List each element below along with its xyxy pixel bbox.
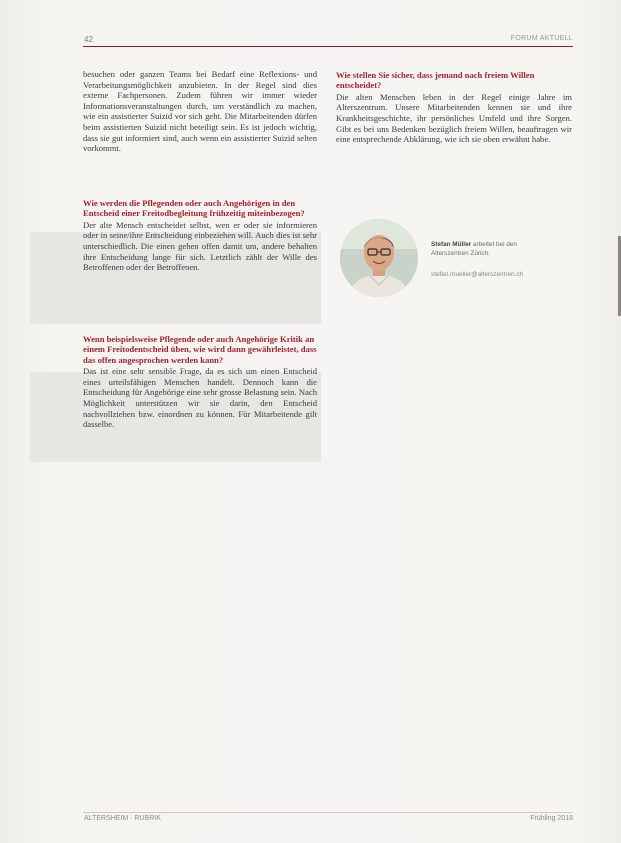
section-header: FORUM AKTUELL xyxy=(510,35,573,42)
left-column xyxy=(83,69,317,154)
footer-right-text: Frühling 2018 xyxy=(530,815,573,822)
author-email: stefan.mueller@alterszentren.ch xyxy=(431,271,524,279)
footer-left-text: ALTERSHEIM · RUBRIK xyxy=(84,815,161,822)
author-role-line1: arbeitet bei den xyxy=(472,241,517,248)
page-number: 42 xyxy=(84,35,93,44)
question-two-answer: Der alte Mensch entscheidet selbst, wen er oder sie informieren oder in seine/ihre Entscheidung einbeziehen will. Auch dies ist sehr unterschiedlich. Die einen gehen offen damit um, andere behalten ihre Entscheidung lange für sich. Letztlich zählt der Wille des Betroffenen oder der Betroffenen. xyxy=(83,219,317,273)
question-two-heading: Wie werden die Pflegenden oder auch Angehörigen in den Entscheid einer Freitodbegleitung frühzeitig miteinbezogen? xyxy=(83,198,305,219)
author-name: Stefan Müller xyxy=(431,241,472,248)
question-two-block xyxy=(83,198,317,273)
question-one-block xyxy=(336,70,572,145)
author-bio xyxy=(431,240,571,280)
header-rule xyxy=(83,46,573,47)
portrait-illustration xyxy=(340,219,418,297)
question-three-block xyxy=(83,334,317,430)
intro-paragraph: besuchen oder ganzen Teams bei Bedarf eine Reflexions- und Verarbeitungsmöglichkeit anzubieten. In der Regel sind dies externe Fachpersonen. Zudem führen wir immer wieder Informationsveranstaltungen durch, um verständlich zu machen, wie ein assistierter Suizid vor sich geht. Die Mitarbeitenden dürfen beim assistierten Suizid nicht beteiligt sein. Es ist jedoch wichtig, dass sie gut informiert sind, auch wenn ein assistierter Suizid selten vorkommt. xyxy=(83,69,317,154)
question-three-answer: Das ist eine sehr sensible Frage, da es sich um einen Entscheid eines urteilsfähigen Menschen handelt. Dennoch kann die Entscheidung für Angehörige eine sehr grosse Belastung sein. Nach Möglichkeit unterstützen wir sie darin, den Entscheid nachvollziehen bzw. einordnen zu können. Für Mitarbeitende gilt dasselbe. xyxy=(83,366,317,430)
author-role-line2: Alterszentren Zürich. xyxy=(431,250,490,258)
question-one-answer: Die alten Menschen leben in der Regel einige Jahre im Alterszentrum. Unsere Mitarbeitenden kennen sie und ihre Krankheitsgeschichte, ihr persönliches Umfeld und ihre Sorgen. Gibt es bei uns Bedenken bezüglich freiem Willen, beauftragen wir eine entsprechende Abklärung, wie ich sie oben erwähnt habe. xyxy=(336,91,572,145)
author-portrait xyxy=(340,219,418,297)
question-three-heading: Wenn beispielsweise Pflegende oder auch Angehörige Kritik an einem Freitodentscheid üben, wie wird dann gewährleistet, dass das offen angesprochen werden kann? xyxy=(83,334,317,365)
question-one-heading: Wie stellen Sie sicher, dass jemand nach freiem Willen entscheidet? xyxy=(336,70,535,91)
footer-rule xyxy=(83,812,573,813)
